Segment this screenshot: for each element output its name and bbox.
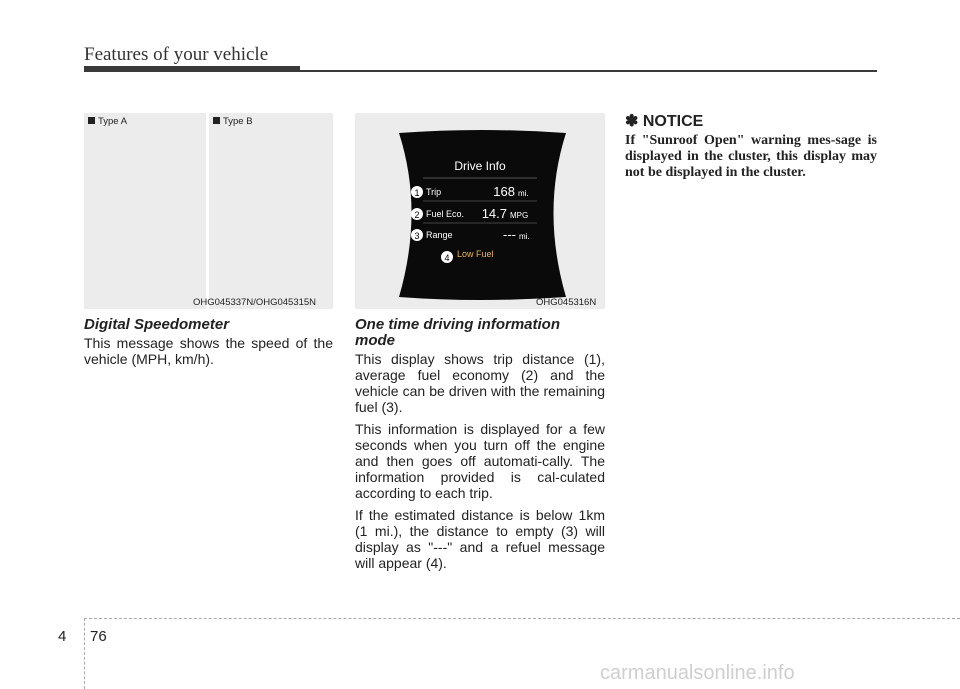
figure-type-a	[84, 113, 206, 309]
one-time-paragraph-2: This information is displayed for a few seconds when you turn off the engine and then goes off automati-cally. The information provided is cal-culated according to each trip.	[355, 421, 605, 501]
one-time-paragraph-3: If the estimated distance is below 1km (1 mi.), the distance to empty (3) will display as "---" and a refuel message will appear (4).	[355, 507, 605, 571]
label-text: Type B	[223, 116, 253, 127]
screen-title: Drive Info	[454, 159, 506, 173]
label-text: Type A	[98, 116, 128, 127]
speedometer-paragraph: This message shows the speed of the vehicle (MPH, km/h).	[84, 335, 333, 367]
page-chapter: 4	[58, 628, 67, 645]
callout-3: 3	[414, 231, 420, 241]
cluster-screen-illustration	[355, 113, 605, 309]
notice-title: ✽ NOTICE	[625, 113, 704, 130]
page-number: 76	[90, 628, 107, 645]
header-rule	[300, 70, 877, 72]
range-value: ---	[503, 227, 516, 242]
square-bullet-icon	[88, 117, 95, 124]
footer-divider	[84, 618, 85, 689]
figure-code-left: OHG045337N/OHG045315N	[193, 297, 317, 308]
range-label: Range	[426, 230, 453, 240]
title-line-1: One time driving information	[355, 316, 561, 333]
callout-2: 2	[414, 210, 420, 220]
watermark: carmanualsonline.info	[600, 662, 795, 684]
one-time-paragraph-1: This display shows trip distance (1), average fuel economy (2) and the vehicle can be driven with the remaining fuel (3).	[355, 351, 605, 415]
section-title-one-time	[355, 317, 605, 349]
figure-type-b	[209, 113, 333, 309]
low-fuel-warning: Low Fuel	[457, 249, 494, 259]
callout-1: 1	[414, 188, 420, 198]
range-unit: mi.	[519, 232, 530, 241]
notice-text: If "Sunroof Open" warning mes-sage is displayed in the cluster, this display may not be displayed in the cluster.	[625, 133, 877, 180]
fuel-eco-label: Fuel Eco.	[426, 209, 465, 219]
header-bar	[84, 66, 300, 72]
one-time-text	[355, 351, 605, 577]
footer-rule	[84, 618, 960, 619]
trip-value: 168	[493, 184, 515, 199]
figure-code-right: OHG045316N	[536, 297, 597, 308]
section-title-speedometer: Digital Speedometer	[84, 316, 230, 333]
callout-4: 4	[444, 253, 450, 263]
figure-label-type-a	[88, 116, 127, 127]
figure-label-type-b	[213, 116, 253, 127]
header-title: Features of your vehicle	[84, 44, 269, 65]
square-bullet-icon	[213, 117, 220, 124]
trip-unit: mi.	[518, 189, 529, 198]
figure-drive-info	[355, 113, 605, 309]
fuel-eco-unit: MPG	[510, 211, 529, 220]
speedometer-text	[84, 335, 333, 373]
fuel-eco-value: 14.7	[481, 206, 507, 221]
trip-label: Trip	[426, 187, 442, 197]
title-line-2: mode	[355, 332, 396, 349]
